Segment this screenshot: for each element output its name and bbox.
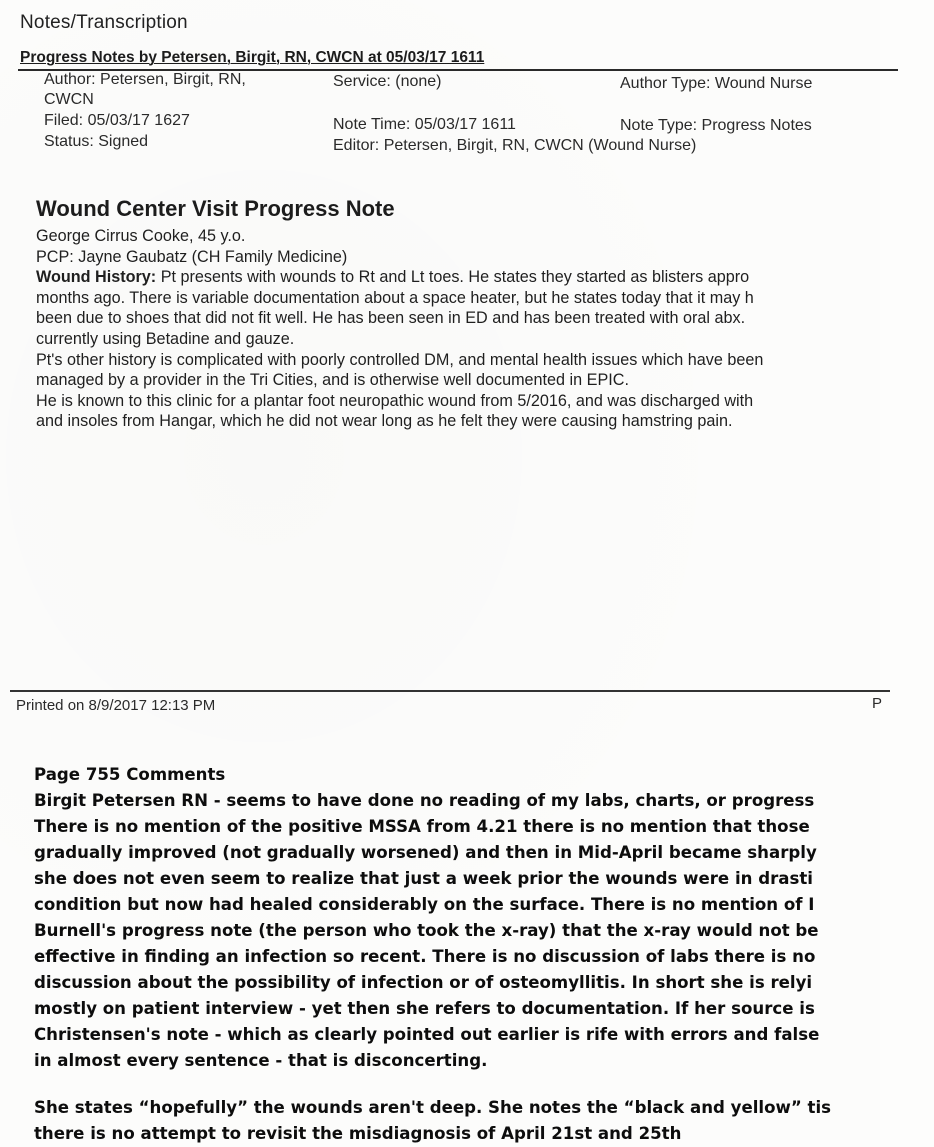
patient-line: George Cirrus Cooke, 45 y.o. (36, 227, 246, 245)
meta-note-time: Note Time: 05/03/17 1611 (333, 116, 516, 133)
meta-status: Status: Signed (44, 133, 149, 150)
comment-line: There is no mention of the positive MSSA from 4.21 there is no mention that those (34, 817, 810, 836)
comment-line: discussion about the possibility of infection or of osteomyllitis. In short she is relyi (34, 973, 813, 992)
meta-filed: Filed: 05/03/17 1627 (44, 112, 190, 129)
comments-block (34, 762, 934, 1147)
note-header-text: Progress Notes by Petersen, Birgit, RN, CWCN at 05/03/17 1611 (20, 49, 485, 66)
meta-author-line2: CWCN (44, 91, 94, 108)
comment-line: condition but now had healed considerably on the surface. There is no mention of I (34, 895, 815, 914)
history-line: He is known to this clinic for a plantar foot neuropathic wound from 5/2016, and was discharged with (36, 391, 754, 410)
wound-history-label: Wound History: (36, 268, 157, 287)
document-title: Wound Center Visit Progress Note (36, 196, 395, 221)
history-line: managed by a provider in the Tri Cities, and is otherwise well documented in EPIC. (36, 371, 629, 390)
paragraph-gap (34, 1074, 934, 1095)
footer-divider (10, 690, 890, 692)
comment-line: effective in finding an infection so recent. There is no discussion of labs there is no (34, 947, 816, 966)
pcp-line: PCP: Jayne Gaubatz (CH Family Medicine) (36, 247, 348, 266)
comment-line: Burnell's progress note (the person who took the x-ray) that the x-ray would not be (34, 921, 819, 940)
comment-line: there is no attempt to revisit the misdiagnosis of April 21st and 25th (34, 1124, 682, 1143)
comment-line: she does not even seem to realize that just a week prior the wounds were in drasti (34, 869, 813, 888)
meta-author (44, 70, 246, 110)
note-body (36, 226, 896, 432)
comment-line: Christensen's note - which as clearly pointed out earlier is rife with errors and false (34, 1025, 820, 1044)
printed-timestamp: Printed on 8/9/2017 12:13 PM (16, 697, 216, 714)
comment-line: gradually improved (not gradually worsened) and then in Mid-April became sharply (34, 843, 817, 862)
note-header (20, 49, 484, 67)
section-title: Notes/Transcription (20, 12, 188, 33)
history-line: Pt's other history is complicated with poorly controlled DM, and mental health issues which have been (36, 350, 764, 369)
comment-line: mostly on patient interview - yet then she refers to documentation. If her source is (34, 999, 815, 1018)
meta-note-type: Note Type: Progress Notes (620, 117, 812, 134)
meta-editor: Editor: Petersen, Birgit, RN, CWCN (Wound Nurse) (333, 137, 697, 154)
comment-line: in almost every sentence - that is disconcerting. (34, 1051, 488, 1070)
history-line: and insoles from Hangar, which he did not wear long as he felt they were causing hamstring pain. (36, 412, 733, 431)
wound-history-line: currently using Betadine and gauze. (36, 329, 295, 348)
meta-service: Service: (none) (333, 73, 442, 90)
wound-history-text: Pt presents with wounds to Rt and Lt toes. He states they started as blisters appro (156, 268, 750, 287)
comment-line: Birgit Petersen RN - seems to have done no reading of my labs, charts, or progress (34, 791, 815, 810)
comment-line: She states “hopefully” the wounds aren't deep. She notes the “black and yellow” tis (34, 1098, 832, 1117)
wound-history-line: months ago. There is variable documentation about a space heater, but he states today that it may h (36, 288, 754, 307)
page-number-fragment: P (872, 695, 883, 712)
meta-author-type: Author Type: Wound Nurse (620, 75, 813, 92)
wound-history-line: been due to shoes that did not fit well. He has been seen in ED and has been treated with oral abx. (36, 309, 746, 328)
meta-author-line1: Author: Petersen, Birgit, RN, (44, 71, 246, 88)
wound-history-first-line (36, 267, 896, 288)
comments-heading: Page 755 Comments (34, 765, 226, 784)
